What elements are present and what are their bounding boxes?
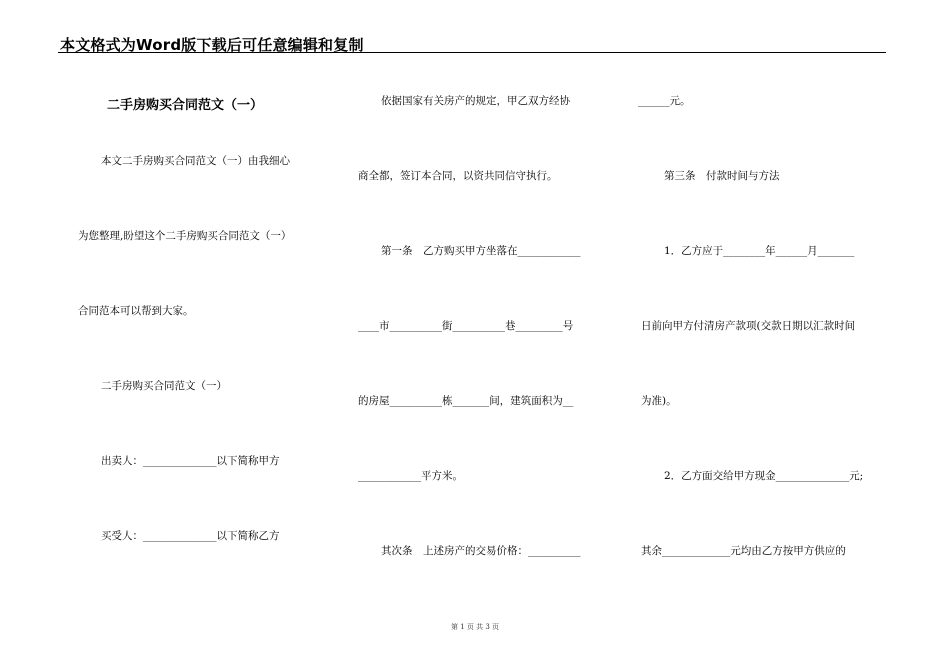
header-title: 本文格式为Word版下载后可任意编辑和复制 <box>60 36 364 54</box>
text-line: 二手房购买合同范文（一） <box>101 380 227 392</box>
text-line: 商全都，签订本合同，以资共同信守执行。 <box>358 170 558 182</box>
text-line: 日前向甲方付清房产款项(交款日期以汇款时间 <box>641 320 856 332</box>
text-line: 第一条 乙方购买甲方坐落在____________ <box>381 245 581 257</box>
text-line: 本文二手房购买合同范文（一）由我细心 <box>101 155 290 167</box>
text-line: 依据国家有关房产的规定，甲乙双方经协 <box>381 95 570 107</box>
document-title: 二手房购买合同范文（一） <box>107 98 264 113</box>
header-divider <box>58 52 886 53</box>
text-line: 买受人：______________以下简称乙方 <box>101 530 280 542</box>
text-line: 合同范本可以帮到大家。 <box>78 305 194 317</box>
text-line: 第三条 付款时间与方法 <box>664 170 780 182</box>
text-line: 为您整理,盼望这个二手房购买合同范文（一） <box>78 230 292 242</box>
text-line: 出卖人：______________以下简称甲方 <box>101 455 280 467</box>
text-line: ______元。 <box>638 95 691 107</box>
text-line: ____________平方米。 <box>358 470 463 482</box>
text-line: 为准)。 <box>641 395 677 407</box>
text-line: 其余_____________元均由乙方按甲方供应的 <box>641 545 846 557</box>
page-number: 第 1 页 共 3 页 <box>450 623 500 631</box>
text-line: 其次条 上述房产的交易价格：__________ <box>381 545 581 557</box>
text-line: 1．乙方应于________年______月_______ <box>664 245 855 257</box>
text-line: ____市__________街__________巷_________号 <box>358 320 574 332</box>
text-line: 2．乙方面交给甲方现金______________元; <box>664 470 864 482</box>
text-line: 的房屋__________栋_______间，建筑面积为__ <box>358 395 574 407</box>
